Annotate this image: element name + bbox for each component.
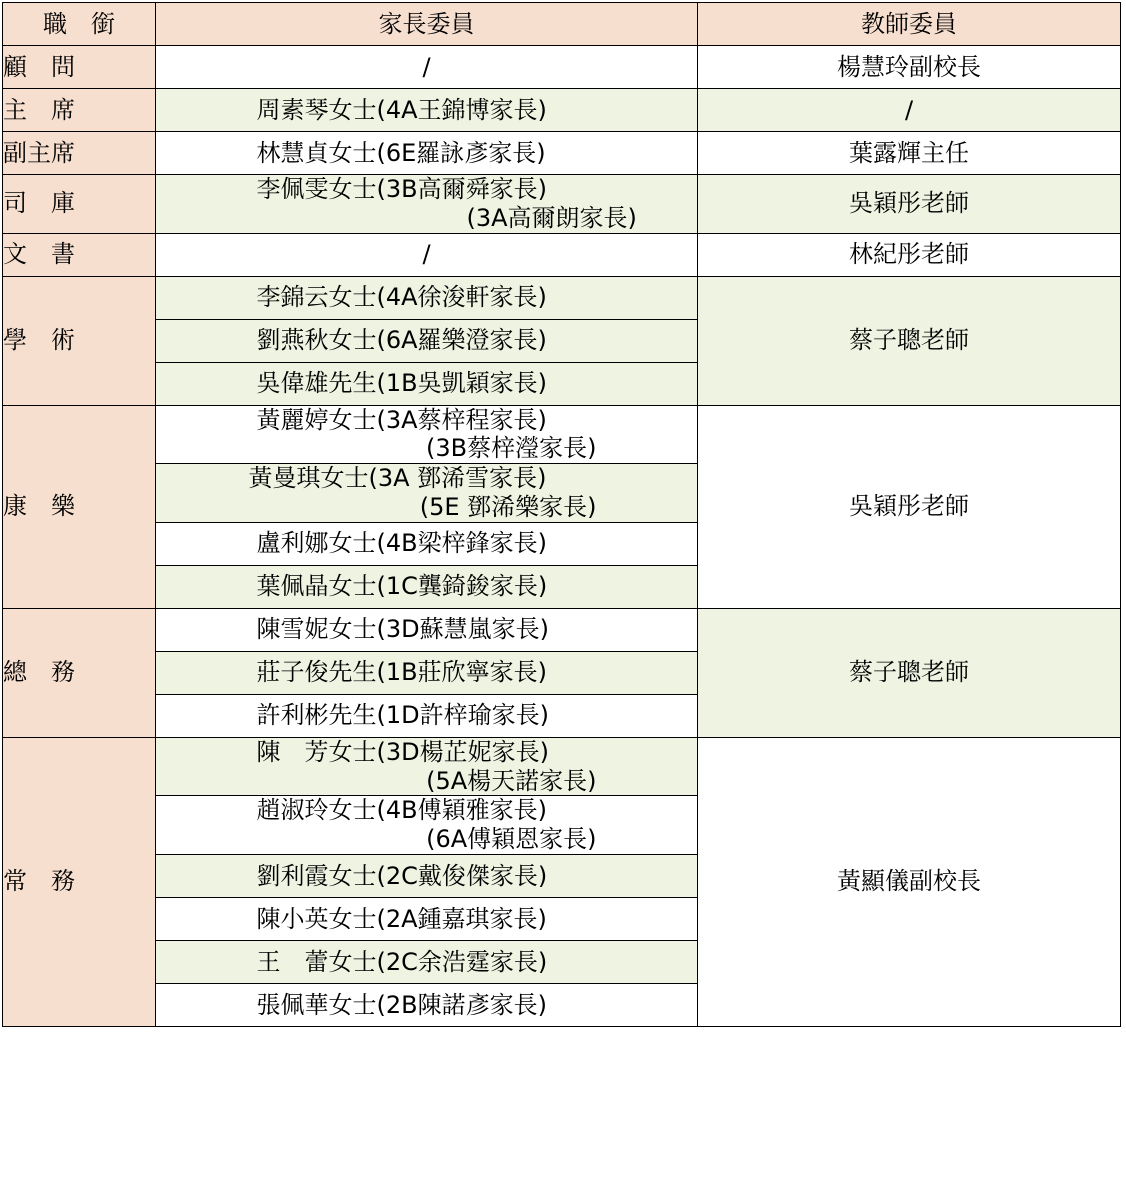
parent-recreation-1: 黃麗婷女士(3A蔡梓程家長) (3B蔡梓瀅家長) (156, 405, 698, 464)
parent-academic-1: 李錦云女士(4A徐浚軒家長) (156, 276, 698, 319)
row-vicechair (3, 132, 1121, 175)
parent-standing-3: 劉利霞女士(2C戴俊傑家長) (156, 854, 698, 897)
parent-standing-6: 張佩華女士(2B陳諾彥家長) (156, 983, 698, 1026)
header-teacher: 教師委員 (698, 3, 1121, 46)
teacher-chair: / (698, 89, 1121, 132)
title-advisor: 顧 問 (3, 46, 156, 89)
teacher-recreation: 吳穎彤老師 (698, 405, 1121, 608)
title-academic: 學 術 (3, 276, 156, 405)
teacher-secretary: 林紀彤老師 (698, 233, 1121, 276)
parent-general-1: 陳雪妮女士(3D蘇慧嵐家長) (156, 608, 698, 651)
title-secretary: 文 書 (3, 233, 156, 276)
row-secretary (3, 233, 1121, 276)
parent-vicechair: 林慧貞女士(6E羅詠彥家長) (156, 132, 698, 175)
parent-secretary: / (156, 233, 698, 276)
title-vicechair: 副主席 (3, 132, 156, 175)
row-general-1 (3, 608, 1121, 651)
parent-recreation-2: 黃曼琪女士(3A 鄧浠雪家長) (5E 鄧浠樂家長) (156, 464, 698, 523)
committee-table (2, 2, 1121, 1027)
parent-treasurer: 李佩雯女士(3B高爾舜家長) (3A高爾朗家長) (156, 175, 698, 234)
parent-general-3: 許利彬先生(1D許梓瑜家長) (156, 694, 698, 737)
parent-chair: 周素琴女士(4A王錦博家長) (156, 89, 698, 132)
parent-standing-2: 趙淑玲女士(4B傅穎雅家長) (6A傅穎恩家長) (156, 796, 698, 855)
teacher-general: 蔡子聰老師 (698, 608, 1121, 737)
teacher-vicechair: 葉露輝主任 (698, 132, 1121, 175)
title-recreation: 康 樂 (3, 405, 156, 608)
header-title: 職 銜 (3, 3, 156, 46)
parent-standing-4: 陳小英女士(2A鍾嘉琪家長) (156, 897, 698, 940)
parent-standing-1: 陳 芳女士(3D楊芷妮家長) (5A楊天諾家長) (156, 737, 698, 796)
title-general: 總 務 (3, 608, 156, 737)
row-chair (3, 89, 1121, 132)
parent-academic-2: 劉燕秋女士(6A羅樂澄家長) (156, 319, 698, 362)
parent-standing-5: 王 蕾女士(2C余浩霆家長) (156, 940, 698, 983)
teacher-treasurer: 吳穎彤老師 (698, 175, 1121, 234)
parent-recreation-3: 盧利娜女士(4B梁梓鋒家長) (156, 522, 698, 565)
parent-advisor: / (156, 46, 698, 89)
title-chair: 主 席 (3, 89, 156, 132)
teacher-standing: 黃顯儀副校長 (698, 737, 1121, 1026)
row-advisor (3, 46, 1121, 89)
parent-recreation-4: 葉佩晶女士(1C龔錡鋑家長) (156, 565, 698, 608)
title-treasurer: 司 庫 (3, 175, 156, 234)
header-parent: 家長委員 (156, 3, 698, 46)
parent-academic-3: 吳偉雄先生(1B吳凱穎家長) (156, 362, 698, 405)
teacher-advisor: 楊慧玲副校長 (698, 46, 1121, 89)
row-academic-1 (3, 276, 1121, 319)
parent-general-2: 莊子俊先生(1B莊欣寧家長) (156, 651, 698, 694)
header-row (3, 3, 1121, 46)
teacher-academic: 蔡子聰老師 (698, 276, 1121, 405)
title-standing: 常 務 (3, 737, 156, 1026)
